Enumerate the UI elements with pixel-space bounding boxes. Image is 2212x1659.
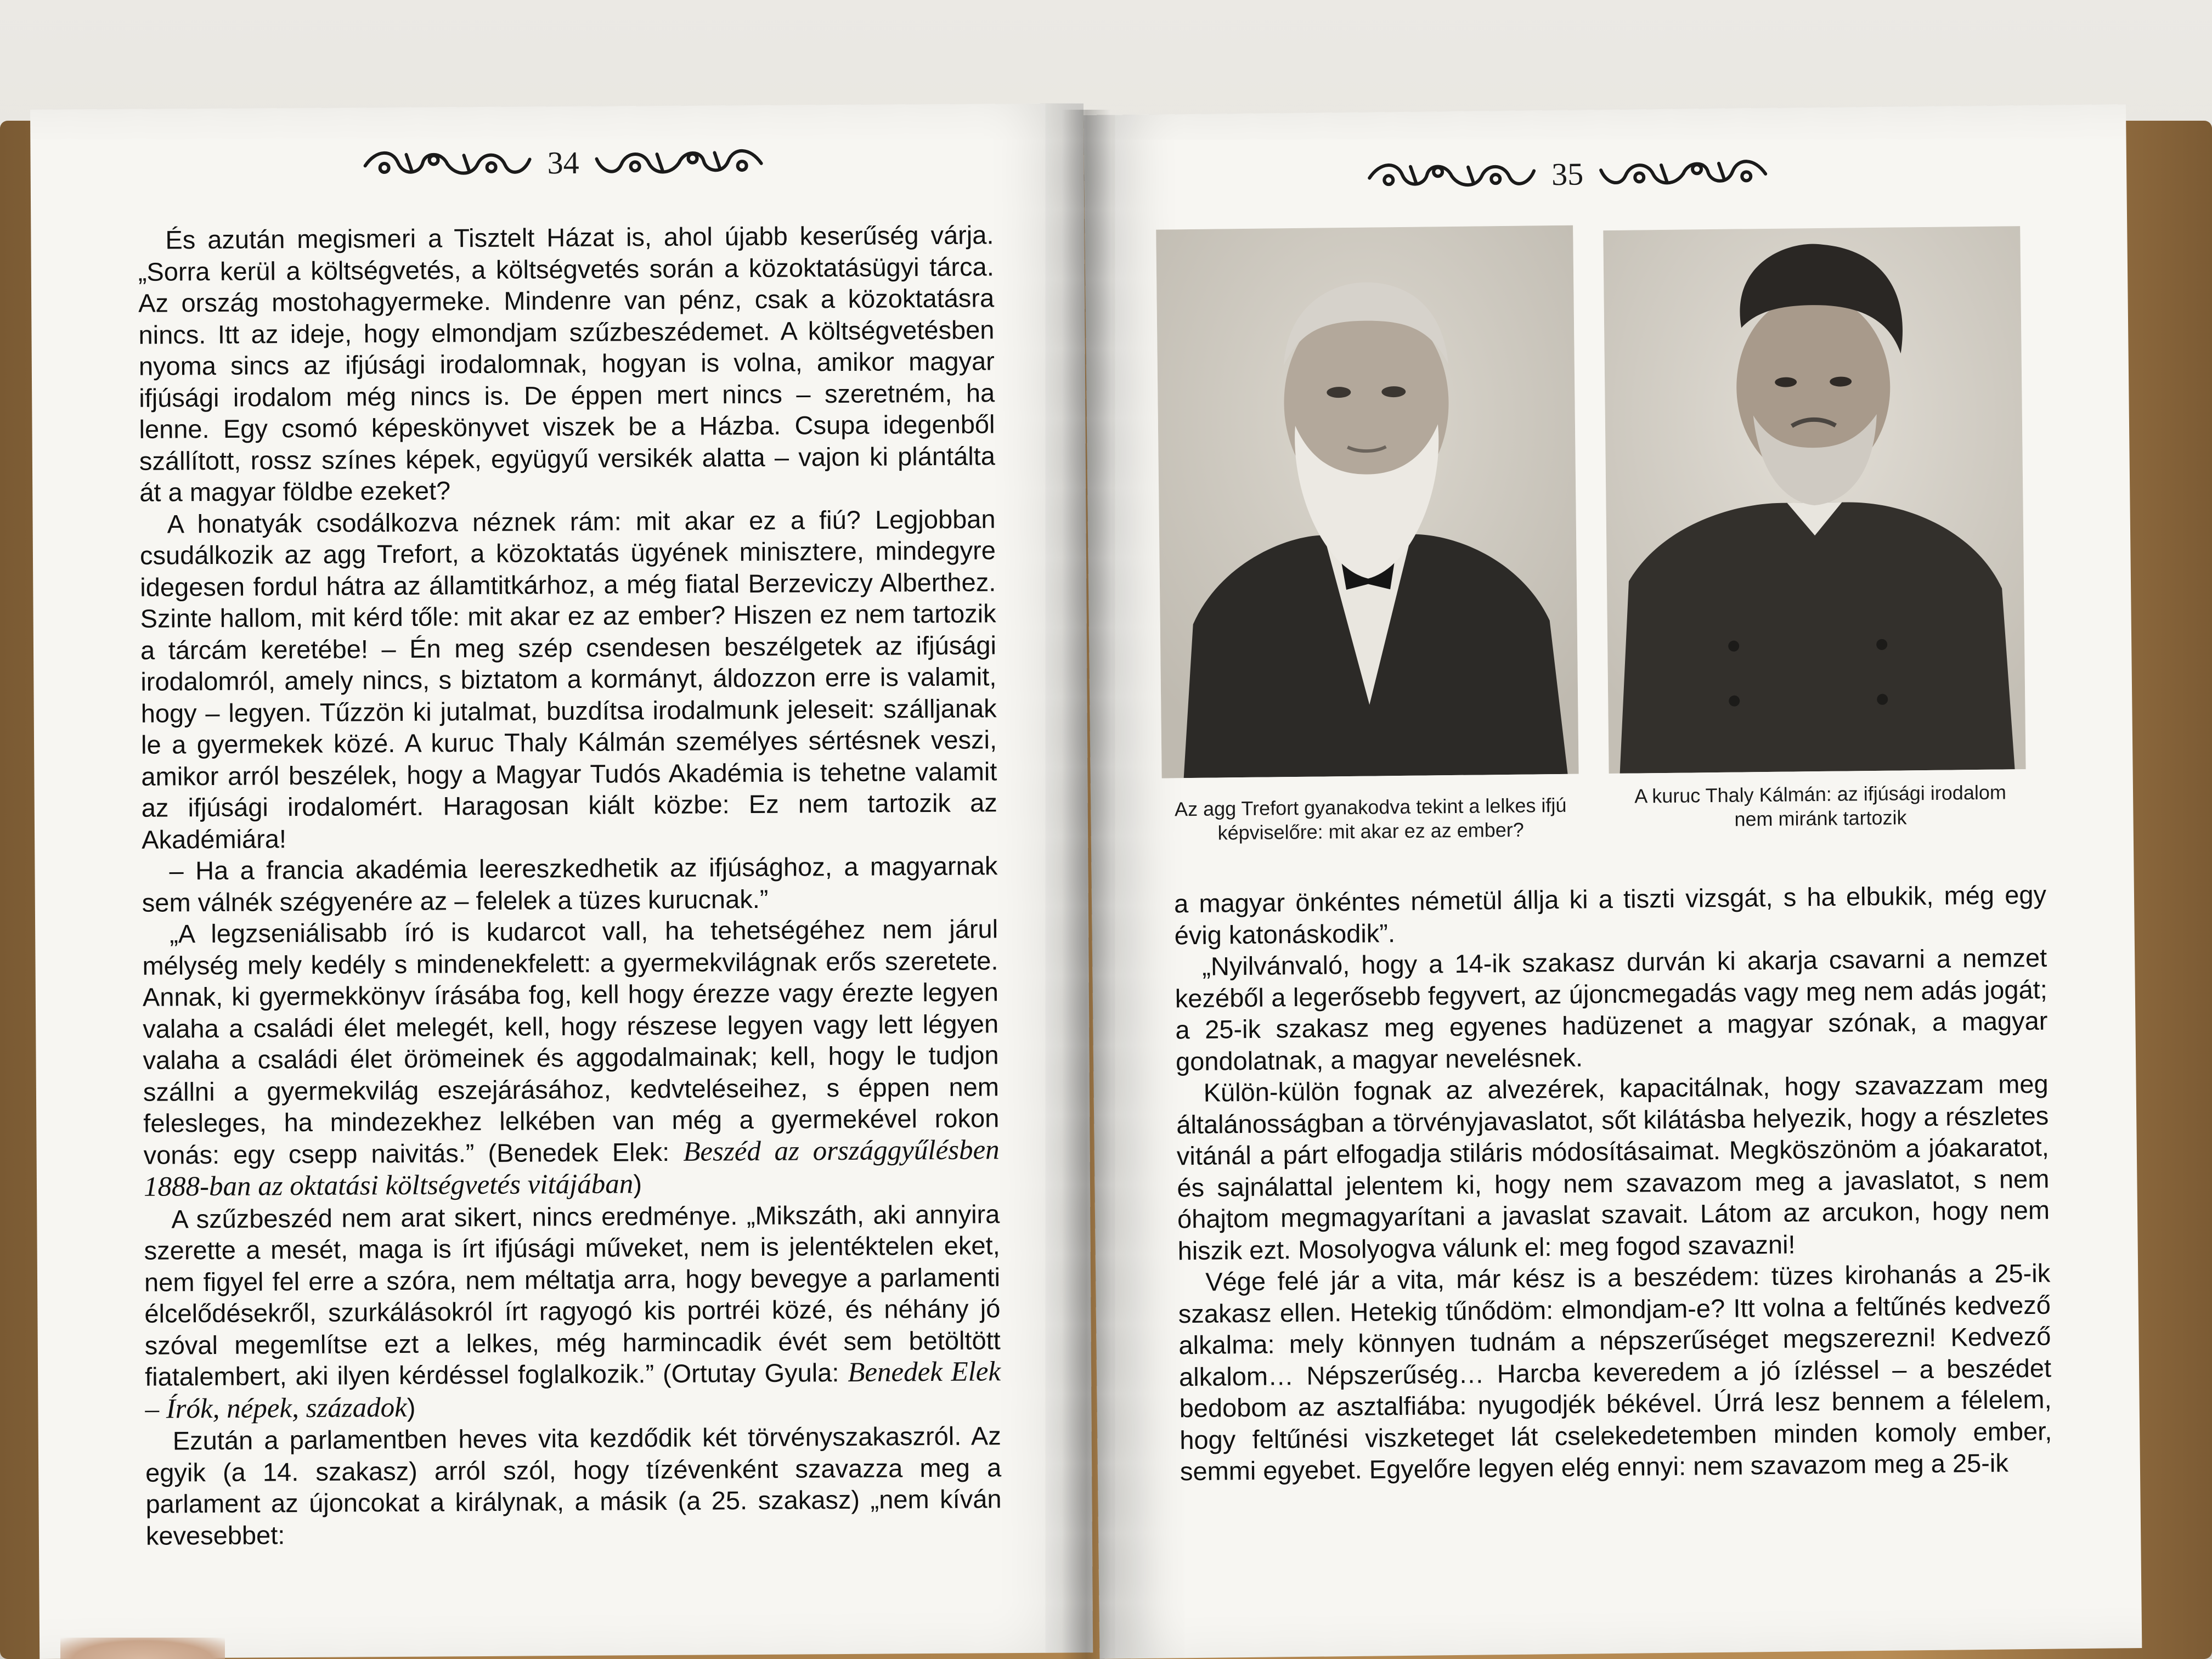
left-page-header <box>359 142 766 184</box>
italic-reference: Benedek Elek – Írók, népek, századok <box>145 1356 1001 1425</box>
left-page-body <box>138 219 1002 1551</box>
scroll-ornament-icon <box>591 142 766 182</box>
paragraph: „Nyilvánvaló, hogy a 14-ik szakasz durván ki akarja csavarni a nemzet kezéből a legerősebb fegyvert, az újoncmegadás vagy meg nem adás jogát; a 25-ik szakasz meg egyenes hadüzenet a magyar szónak, a magyar gondolatnak, a magyar nevelésnek. <box>1175 943 2048 1076</box>
right-page-header <box>1364 152 1771 196</box>
page-number: 34 <box>547 144 579 180</box>
right-page-body <box>1174 879 2052 1487</box>
reference-close: ) <box>633 1169 642 1199</box>
right-page <box>1084 104 2142 1659</box>
scroll-ornament-icon <box>1364 154 1540 195</box>
scroll-ornament-icon <box>1595 152 1771 193</box>
paragraph: Ezután a parlamentben heves vita kezdődik két törvényszakaszról. Az egyik (a 14. szakasz) arról szól, hogy tízévenként szavazza meg a parlament az újoncokat a királynak, a másik (a 25. szakasz) „nem kíván kevesebbet: <box>145 1421 1002 1550</box>
paragraph: – Ha a francia akadémia leereszkedhetik az ifjúsághoz, a magyarnak sem válnék szégyenére az – felelek a tüzes kurucnak.” <box>142 851 998 917</box>
portrait-trefort <box>1156 225 1578 778</box>
quote-text: „A legzseniálisabb író is kudarcot vall, ha tehetségéhez nem járul mélység mely kedély s mindenekfelett: a gyermekvilágnak erős szeretete. Annak, ki gyermekkönyv írásába fog, kell hogy érezze vagy érezte legyen valaha a családi élet melegét, kell, hogy részese legyen vagy lett légyen valaha a családi élet örömeinek és aggodalmainak; kell, hogy le tudjon szállni a gyermekvilág eszejárásához, kedvteléseihez, s éppen nem felesleges, ha mindezekhez lelkében van még a gyermekével rokon vonás: egy csepp naivitás.” (Benedek Elek: <box>142 914 1000 1170</box>
paragraph-with-reference <box>142 913 1000 1203</box>
quote-text: A szűzbeszéd nem arat sikert, nincs eredménye. „Mikszáth, aki annyira szerette a mesét, maga is írt ifjúsági műveket, nem is jelentéktelen eket, nem figyel fel erre a szóra, nem méltatja arra, hogy bevegye a parlamenti élcelődésekről, szurkálásokról írt ragyogó kis portréi közé, és néhány jó szóval megemlítse ezt a lelkes, még harmincadik évét sem betöltött fiatalembert, aki ilyen kérdéssel foglalkozik.” (Ortutay Gyula: <box>144 1199 1001 1391</box>
book-gutter <box>1062 110 1111 1659</box>
portrait-thaly-image <box>1603 226 2025 774</box>
italic-reference: Beszéd az országgyűlésben 1888-ban az oktatási költségvetés vitájában <box>143 1134 1000 1203</box>
paragraph: Vége felé jár a vita, már kész is a beszédem: tüzes kirohanás a 25-ik szakasz ellen. Hetekig tűnődöm: elmondjam-e? Itt volna a feltűnés kedvező alkalma: mely könnyen tudnám a népszerűséget megszerezni! Kedvező alkalom… Népszerűség… Harcba keveredem a jó ízléssel – a beszédet bedobom az asztalfiába: nyugodjék békével. Úrrá lesz bennem a félelem, hogy feltűnési viszketeget lát cselekedetemben minden komoly ember, semmi egyebet. Egyelőre legyen elég ennyi: nem szavazom meg a 25-ik <box>1178 1258 2052 1486</box>
paragraph-with-reference <box>144 1198 1001 1425</box>
page-number: 35 <box>1551 155 1584 192</box>
finger-holding-book <box>60 1638 225 1659</box>
paragraph: A honatyák csodálkozva néznek rám: mit akar ez a fiú? Legjobban csudálkozik az agg Trefort, a közoktatás ügyének minisztere, mindegyre idegesen fordul hátra az államtitkárhoz, a még fiatal Berzeviczy Alberthez. Szinte hallom, mit kérd tőle: mit akar ez az ember? Hiszen ez nem tartozik a tárcám keretébe! – Én meg szép csendesen beszélgetek az ifjúsági irodalomról, amely nincs, s biztatom a kormányt, áldozzon erre is valamit, hogy – legyen. Tűzzön ki jutalmat, buzdítsa irodalmunk jeleseit: szálljanak le a gyermekek közé. A kuruc Thaly Kálmán személyes sértésnek veszi, amikor arról beszélek, hogy a Magyar Tudós Akadémia is tehetne valamit az ifjúsági irodalomért. Haragosan kiált közbe: Ez nem tartozik az Akadémiára! <box>139 504 997 854</box>
caption-trefort: Az agg Trefort gyanakodva tekint a lelkes ifjú képviselőre: mit akar ez az ember? <box>1174 793 1567 844</box>
paragraph: a magyar önkéntes németül állja ki a tiszti vizsgát, s ha elbukik, még egy évig katonáskodik”. <box>1173 879 2047 950</box>
left-page <box>30 103 1093 1659</box>
paragraph: És azután megismeri a Tisztelt Házat is, ahol újabb keserűség várja. „Sorra kerül a költségvetés, a költségvetés során a közoktatásügyi tárca. Az ország mostohagyermeke. Mindenre van pénz, csak a közoktatásra nincs. Itt az ideje, hogy elmondjam szűzbeszédemet. A költségvetésben nyoma sincs az ifjúsági irodalomnak, hogyan is volna, amikor magyar ifjúsági irodalom még nincs is. De éppen mert nincs – szeretném, ha lenne. Egy csomó képeskönyvet viszek be a Házba. Csupa idegenből szállított, rossz színes képek, együgyű versikék alatta – vajon ki plántálta át a magyar földbe ezeket? <box>138 220 996 507</box>
reference-close: ) <box>407 1392 416 1422</box>
portrait-trefort-image <box>1156 225 1578 778</box>
caption-thaly: A kuruc Thaly Kálmán: az ifjúsági irodalom nem miránk tartozik <box>1634 781 2007 831</box>
paragraph: Külön-külön fognak az alvezérek, kapacitálnak, hogy szavazzam meg általánosságban a törvényjavaslatot, sőt kilátásba helyezik, hogy a részletes vitánál a párt elfogadja stiláris módosításaimat. Megköszönöm a jóakaratot, és sajnálattal jelentem ki, hogy nem szavazom meg a javaslatot, s nem óhajtom megmagyarítani a javaslat szavait. Látom az arcukon, hogy nem hiszik ezt. Mosolyogva válunk el: meg fogod szavazni! <box>1176 1069 2050 1265</box>
portrait-thaly <box>1603 226 2025 774</box>
scroll-ornament-icon <box>359 143 535 183</box>
